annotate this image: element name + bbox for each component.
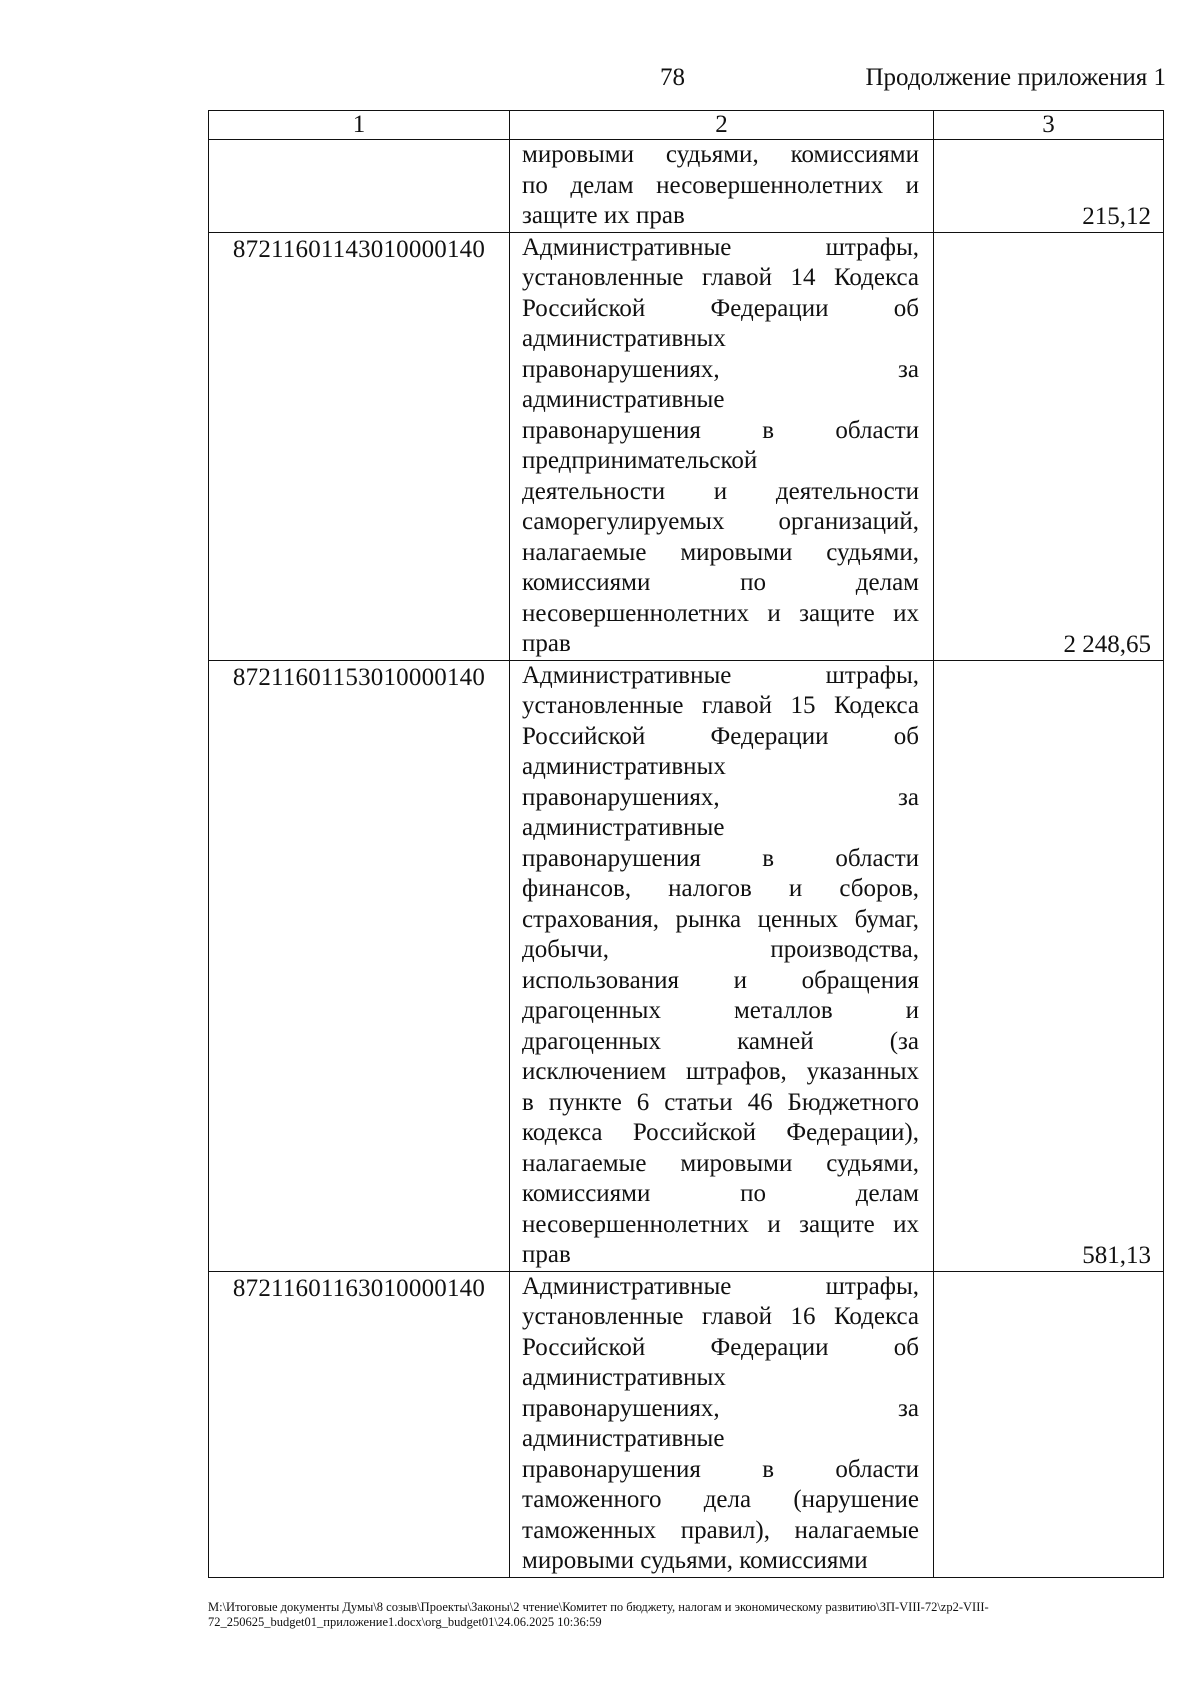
description-line: исключением штрафов, указанных: [522, 1058, 919, 1085]
description-line: правонарушения в области: [522, 1455, 919, 1483]
description-line: деятельности и деятельности: [522, 477, 919, 505]
description-line: прав: [522, 1241, 571, 1268]
description-line: административных: [522, 1364, 726, 1391]
description-line: правонарушения в области: [522, 416, 919, 444]
description-line: налагаемые мировыми судьями,: [522, 1149, 919, 1177]
description-line: драгоценных металлов и: [522, 997, 919, 1024]
description-line: административных: [522, 753, 726, 780]
row-amount-cell: [934, 1271, 1164, 1577]
description-line: таможенного дела (нарушение: [522, 1486, 919, 1513]
description-line: установленные главой 14 Кодекса: [522, 264, 919, 291]
description-line: страхования, рынка ценных бумаг,: [522, 905, 919, 933]
row-amount: 2 248,65: [1063, 630, 1151, 658]
description-line: налагаемые мировыми судьями,: [522, 538, 919, 566]
description-line: правонарушениях, за: [522, 783, 919, 811]
description-line: предпринимательской: [522, 447, 758, 474]
description-line: установленные главой 15 Кодекса: [522, 692, 919, 719]
description-line: финансов, налогов и сборов,: [522, 875, 919, 902]
description-line: Административные штрафы,: [522, 1272, 919, 1300]
description-line: мировыми судьями, комиссиями: [522, 1547, 868, 1574]
footer-line: M:\Итоговые документы Думы\8 созыв\Проекты\Законы\2 чтение\Комитет по бюджету, налогам и экономическому развитию\ЗП-VIII-72\zp2-VIII-: [208, 1600, 989, 1614]
description-line: использования и обращения: [522, 966, 919, 994]
description-line: саморегулируемых организаций,: [522, 508, 919, 535]
description-line: комиссиями по делам: [522, 569, 919, 596]
column-header-1: 1: [209, 111, 510, 140]
row-amount-cell: [934, 140, 1164, 233]
description-line: правонарушения в области: [522, 844, 919, 872]
description-line: драгоценных камней (за: [522, 1027, 919, 1055]
description-line: прав: [522, 630, 571, 657]
description-line: добычи, производства,: [522, 936, 919, 963]
description-line: несовершеннолетних и защите их: [522, 1210, 919, 1238]
column-header-2: 2: [510, 111, 934, 140]
description-line: правонарушениях, за: [522, 1394, 919, 1422]
table-header-row: [209, 111, 1164, 140]
description-line: в пункте 6 статьи 46 Бюджетного: [522, 1088, 919, 1116]
description-line: по делам несовершеннолетних и: [522, 171, 919, 199]
description-line: административные: [522, 1425, 725, 1452]
description-line: кодекса Российской Федерации),: [522, 1119, 919, 1146]
row-code: 87211601153010000140: [209, 660, 510, 1271]
description-line: таможенных правил), налагаемые: [522, 1516, 919, 1544]
row-amount-cell: [934, 660, 1164, 1271]
description-line: Российской Федерации об: [522, 294, 919, 322]
table-row: [209, 140, 1164, 233]
row-description: [510, 1271, 934, 1577]
table-row: [209, 660, 1164, 1271]
footer-line: 72_250625_budget01_приложение1.docx\org_budget01\24.06.2025 10:36:59: [208, 1615, 602, 1629]
description-line: мировыми судьями, комиссиями: [522, 141, 919, 168]
budget-table: [208, 110, 1164, 1578]
description-line: Административные штрафы,: [522, 233, 919, 261]
description-line: правонарушениях, за: [522, 355, 919, 383]
row-code: 87211601143010000140: [209, 232, 510, 660]
table-row: [209, 232, 1164, 660]
row-code: 87211601163010000140: [209, 1271, 510, 1577]
description-line: Российской Федерации об: [522, 1333, 919, 1361]
description-line: несовершеннолетних и защите их: [522, 599, 919, 627]
table-row: [209, 1271, 1164, 1577]
continuation-label: Продолжение приложения 1: [865, 64, 1166, 91]
description-line: административных: [522, 325, 726, 352]
description-line: Административные штрафы,: [522, 661, 919, 689]
description-line: установленные главой 16 Кодекса: [522, 1303, 919, 1330]
row-description: [510, 660, 934, 1271]
column-header-3: 3: [934, 111, 1164, 140]
description-line: административные: [522, 814, 725, 841]
row-amount: 581,13: [1082, 1241, 1151, 1269]
page-number: 78: [660, 64, 685, 91]
row-amount-cell: [934, 232, 1164, 660]
row-description: [510, 232, 934, 660]
description-line: комиссиями по делам: [522, 1180, 919, 1207]
description-line: защите их прав: [522, 202, 685, 229]
description-line: административные: [522, 386, 725, 413]
row-amount: 215,12: [1082, 202, 1151, 230]
description-line: Российской Федерации об: [522, 722, 919, 750]
file-path-footer: [208, 1600, 1160, 1630]
row-code: [209, 140, 510, 233]
row-description: [510, 140, 934, 233]
